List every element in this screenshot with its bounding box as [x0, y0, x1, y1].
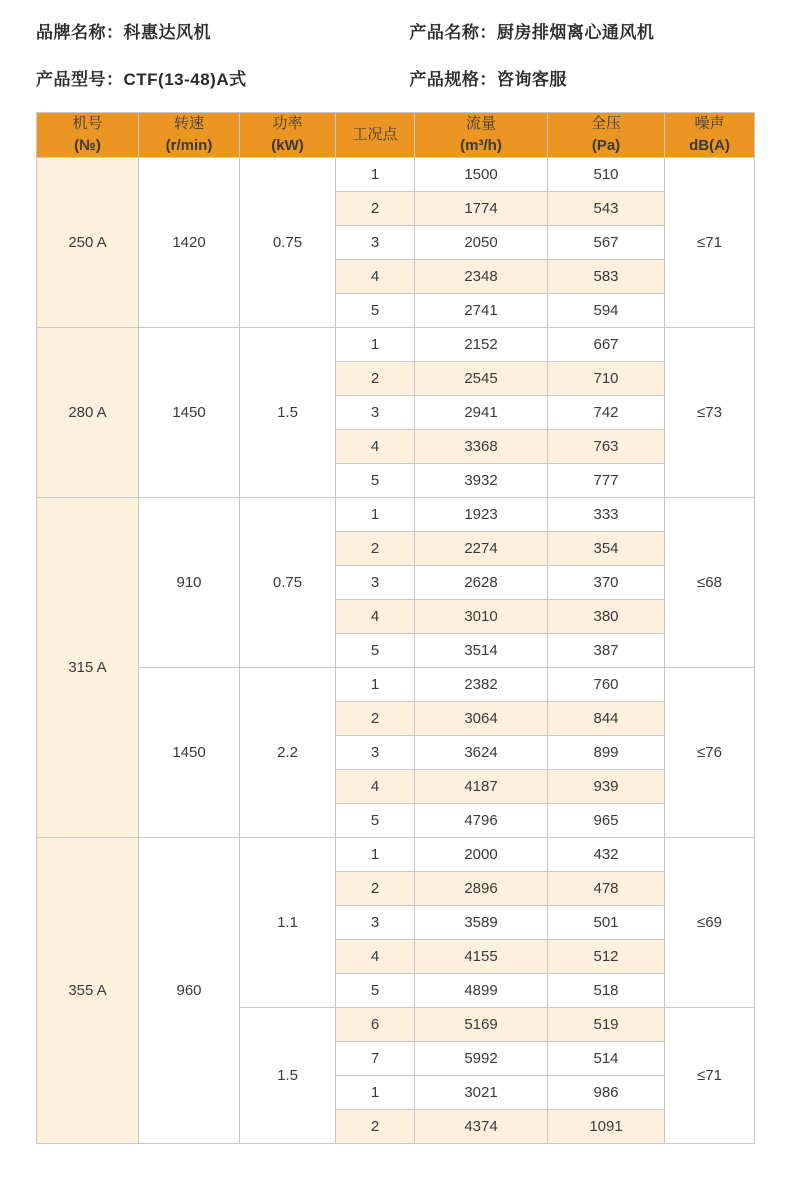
product-spec-label: 产品规格：	[409, 70, 497, 89]
cell-speed: 1450	[139, 667, 240, 837]
cell-flow: 2000	[415, 837, 548, 871]
cell-power: 0.75	[240, 497, 336, 667]
cell-pressure: 710	[548, 361, 665, 395]
cell-power: 1.5	[240, 1007, 336, 1143]
cell-speed: 910	[139, 497, 240, 667]
cell-flow: 2628	[415, 565, 548, 599]
product-info-block	[0, 0, 790, 90]
col-header-noise-sub: dB(A)	[689, 136, 730, 154]
cell-flow: 2941	[415, 395, 548, 429]
fan-spec-table	[36, 112, 755, 1144]
cell-model: 355 A	[37, 837, 139, 1143]
table-row	[37, 667, 755, 701]
cell-flow: 3624	[415, 735, 548, 769]
spec-table-wrap	[0, 112, 790, 1144]
col-header-model-sub: (№)	[74, 136, 101, 154]
cell-point: 1	[336, 837, 415, 871]
cell-speed: 1450	[139, 327, 240, 497]
cell-noise: ≤69	[665, 837, 755, 1007]
cell-flow: 4155	[415, 939, 548, 973]
col-header-flow-title: 流量	[465, 115, 496, 132]
cell-flow: 3932	[415, 463, 548, 497]
product-name-field	[409, 18, 754, 43]
col-header-pressure-title: 全压	[590, 115, 621, 132]
cell-point: 1	[336, 327, 415, 361]
cell-point: 2	[336, 191, 415, 225]
cell-pressure: 510	[548, 157, 665, 191]
col-header-model	[37, 113, 139, 158]
cell-flow: 2050	[415, 225, 548, 259]
table-row	[37, 327, 755, 361]
cell-point: 6	[336, 1007, 415, 1041]
cell-point: 5	[336, 803, 415, 837]
col-header-point-title: 工况点	[352, 125, 398, 143]
cell-pressure: 478	[548, 871, 665, 905]
brand-name-label: 品牌名称：	[36, 23, 124, 42]
cell-power: 1.5	[240, 327, 336, 497]
product-spec-value: 咨询客服	[496, 70, 567, 89]
cell-flow: 5169	[415, 1007, 548, 1041]
cell-noise: ≤71	[665, 157, 755, 327]
cell-speed: 960	[139, 837, 240, 1143]
cell-model: 250 A	[37, 157, 139, 327]
cell-point: 1	[336, 157, 415, 191]
cell-point: 3	[336, 735, 415, 769]
cell-power: 0.75	[240, 157, 336, 327]
cell-point: 4	[336, 429, 415, 463]
cell-point: 3	[336, 225, 415, 259]
cell-pressure: 354	[548, 531, 665, 565]
product-spec-field	[409, 65, 754, 90]
cell-point: 1	[336, 497, 415, 531]
cell-flow: 5992	[415, 1041, 548, 1075]
cell-pressure: 965	[548, 803, 665, 837]
cell-noise: ≤76	[665, 667, 755, 837]
cell-pressure: 519	[548, 1007, 665, 1041]
cell-point: 5	[336, 463, 415, 497]
cell-point: 4	[336, 939, 415, 973]
cell-pressure: 567	[548, 225, 665, 259]
table-row	[37, 157, 755, 191]
cell-pressure: 432	[548, 837, 665, 871]
col-header-speed-sub: (r/min)	[165, 136, 213, 154]
col-header-flow-sub: (m³/h)	[460, 136, 502, 154]
col-header-pressure	[548, 113, 665, 158]
cell-flow: 2348	[415, 259, 548, 293]
brand-name-field	[36, 18, 409, 43]
cell-flow: 3010	[415, 599, 548, 633]
cell-pressure: 333	[548, 497, 665, 531]
table-row	[37, 497, 755, 531]
cell-point: 4	[336, 259, 415, 293]
col-header-noise-title: 噪声	[694, 115, 725, 132]
col-header-point	[336, 113, 415, 158]
cell-flow: 1774	[415, 191, 548, 225]
cell-noise: ≤73	[665, 327, 755, 497]
cell-flow: 1923	[415, 497, 548, 531]
cell-power: 2.2	[240, 667, 336, 837]
cell-point: 1	[336, 667, 415, 701]
cell-flow: 2152	[415, 327, 548, 361]
table-header-row	[37, 113, 755, 158]
cell-flow: 3368	[415, 429, 548, 463]
product-model-value: CTF(13-48)A式	[123, 70, 247, 89]
cell-pressure: 763	[548, 429, 665, 463]
cell-point: 4	[336, 599, 415, 633]
cell-flow: 3021	[415, 1075, 548, 1109]
cell-point: 5	[336, 293, 415, 327]
cell-pressure: 501	[548, 905, 665, 939]
cell-pressure: 760	[548, 667, 665, 701]
cell-flow: 2382	[415, 667, 548, 701]
cell-power: 1.1	[240, 837, 336, 1007]
cell-flow: 4899	[415, 973, 548, 1007]
cell-pressure: 370	[548, 565, 665, 599]
product-name-label: 产品名称：	[409, 23, 497, 42]
cell-pressure: 742	[548, 395, 665, 429]
col-header-speed	[139, 113, 240, 158]
cell-flow: 3064	[415, 701, 548, 735]
cell-flow: 4796	[415, 803, 548, 837]
product-info-row-2	[36, 65, 754, 90]
cell-flow: 4187	[415, 769, 548, 803]
cell-pressure: 1091	[548, 1109, 665, 1143]
cell-pressure: 939	[548, 769, 665, 803]
cell-point: 2	[336, 1109, 415, 1143]
cell-noise: ≤71	[665, 1007, 755, 1143]
cell-point: 2	[336, 871, 415, 905]
cell-pressure: 986	[548, 1075, 665, 1109]
product-name-value: 厨房排烟离心通风机	[496, 23, 655, 42]
col-header-power-title: 功率	[272, 115, 303, 132]
col-header-model-title: 机号	[72, 115, 103, 132]
col-header-noise	[665, 113, 755, 158]
cell-flow: 3589	[415, 905, 548, 939]
cell-flow: 4374	[415, 1109, 548, 1143]
cell-pressure: 387	[548, 633, 665, 667]
brand-name-value: 科惠达风机	[123, 23, 211, 42]
cell-flow: 3514	[415, 633, 548, 667]
cell-flow: 2545	[415, 361, 548, 395]
cell-pressure: 583	[548, 259, 665, 293]
cell-point: 5	[336, 973, 415, 1007]
cell-pressure: 667	[548, 327, 665, 361]
product-model-label: 产品型号：	[36, 70, 124, 89]
cell-pressure: 543	[548, 191, 665, 225]
col-header-power	[240, 113, 336, 158]
col-header-power-sub: (kW)	[271, 136, 304, 154]
col-header-flow	[415, 113, 548, 158]
cell-pressure: 514	[548, 1041, 665, 1075]
cell-point: 3	[336, 395, 415, 429]
cell-pressure: 899	[548, 735, 665, 769]
table-head	[37, 113, 755, 158]
table-row	[37, 837, 755, 871]
cell-flow: 2274	[415, 531, 548, 565]
cell-point: 5	[336, 633, 415, 667]
cell-noise: ≤68	[665, 497, 755, 667]
cell-point: 2	[336, 531, 415, 565]
cell-point: 2	[336, 361, 415, 395]
cell-point: 3	[336, 905, 415, 939]
cell-pressure: 380	[548, 599, 665, 633]
col-header-speed-title: 转速	[173, 115, 204, 132]
cell-speed: 1420	[139, 157, 240, 327]
cell-point: 1	[336, 1075, 415, 1109]
cell-point: 3	[336, 565, 415, 599]
cell-pressure: 594	[548, 293, 665, 327]
cell-pressure: 844	[548, 701, 665, 735]
cell-flow: 2896	[415, 871, 548, 905]
cell-model: 280 A	[37, 327, 139, 497]
cell-pressure: 777	[548, 463, 665, 497]
product-info-row-1	[36, 18, 754, 43]
col-header-pressure-sub: (Pa)	[591, 136, 621, 154]
cell-model: 315 A	[37, 497, 139, 837]
cell-point: 2	[336, 701, 415, 735]
cell-pressure: 512	[548, 939, 665, 973]
cell-point: 7	[336, 1041, 415, 1075]
table-body	[37, 157, 755, 1143]
cell-flow: 2741	[415, 293, 548, 327]
cell-flow: 1500	[415, 157, 548, 191]
cell-point: 4	[336, 769, 415, 803]
product-model-field	[36, 65, 409, 90]
cell-pressure: 518	[548, 973, 665, 1007]
